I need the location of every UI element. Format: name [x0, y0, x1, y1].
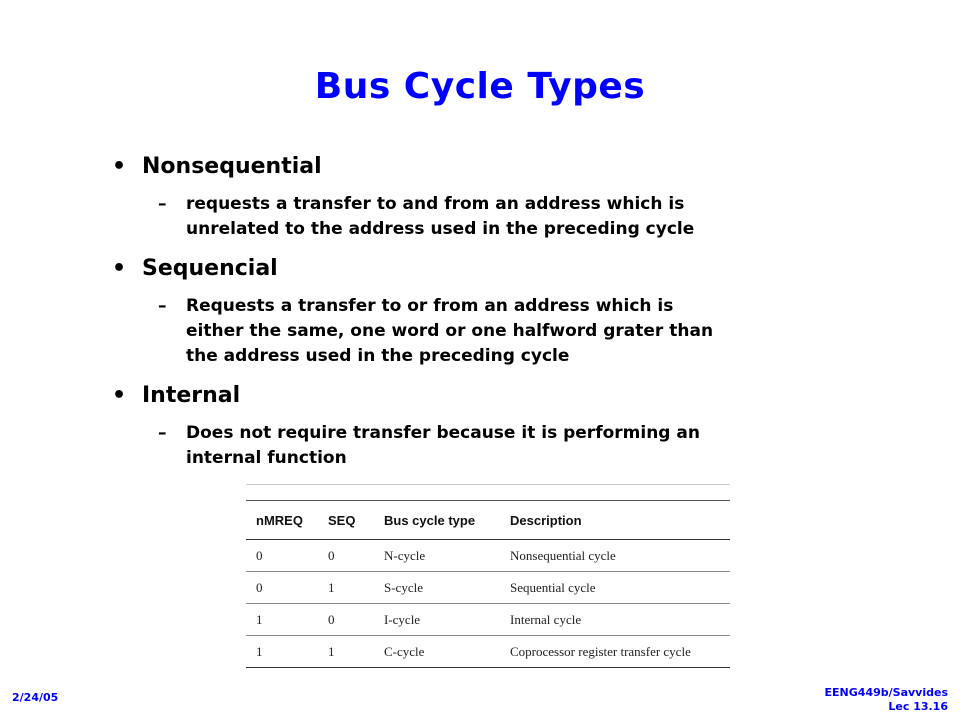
bullet-heading	[112, 254, 872, 284]
header-nmreq: nMREQ	[246, 501, 318, 540]
header-description: Description	[500, 501, 730, 540]
cell-seq: 1	[318, 572, 374, 604]
table-row	[246, 604, 730, 636]
sub-bullet-line: Does not require transfer because it is performing an	[186, 423, 700, 443]
dash-icon: –	[158, 194, 167, 214]
cell-seq: 0	[318, 540, 374, 572]
cell-bus-cycle-type: I-cycle	[374, 604, 500, 636]
dash-icon: –	[158, 296, 167, 316]
bullet-internal	[112, 381, 872, 471]
bullet-label: Internal	[142, 383, 241, 408]
cell-description: Internal cycle	[500, 604, 730, 636]
sub-bullet-line: Requests a transfer to or from an address which is	[186, 296, 674, 316]
footer-date: 2/24/05	[12, 691, 59, 704]
sub-bullet	[112, 421, 806, 471]
cell-seq: 0	[318, 604, 374, 636]
bus-cycle-table-figure	[246, 484, 730, 668]
sub-bullet-line: requests a transfer to and from an address which is	[186, 194, 685, 214]
cell-bus-cycle-type: S-cycle	[374, 572, 500, 604]
cell-nmreq: 1	[246, 636, 318, 668]
bullet-nonsequential	[112, 152, 872, 242]
bullet-list	[112, 152, 872, 483]
bullet-dot-icon: •	[112, 154, 127, 179]
cell-bus-cycle-type: C-cycle	[374, 636, 500, 668]
footer-lecture: Lec 13.16	[888, 700, 948, 713]
sub-bullet-line: unrelated to the address used in the preceding cycle	[186, 219, 695, 239]
cell-seq: 1	[318, 636, 374, 668]
sub-bullet-line: either the same, one word or one halfword grater than	[186, 321, 714, 341]
cell-nmreq: 0	[246, 540, 318, 572]
bullet-heading	[112, 381, 872, 411]
cell-description: Nonsequential cycle	[500, 540, 730, 572]
slide-title: Bus Cycle Types	[314, 66, 646, 107]
sub-bullet-line: the address used in the preceding cycle	[186, 346, 570, 366]
cell-description: Coprocessor register transfer cycle	[500, 636, 730, 668]
header-seq: SEQ	[318, 501, 374, 540]
dash-icon: –	[158, 423, 167, 443]
bullet-dot-icon: •	[112, 383, 127, 408]
footer-course: EENG449b/Savvides	[824, 686, 948, 699]
sub-bullet	[112, 192, 806, 242]
header-bus-cycle-type: Bus cycle type	[374, 501, 500, 540]
sub-bullet	[112, 294, 806, 369]
cell-bus-cycle-type: N-cycle	[374, 540, 500, 572]
table-row	[246, 636, 730, 668]
table-top-rule	[246, 484, 730, 485]
bus-cycle-table	[246, 500, 730, 668]
table-header-row	[246, 501, 730, 540]
table-row	[246, 572, 730, 604]
bullet-label: Sequencial	[142, 256, 278, 281]
bullet-dot-icon: •	[112, 256, 127, 281]
cell-nmreq: 0	[246, 572, 318, 604]
cell-nmreq: 1	[246, 604, 318, 636]
bullet-heading	[112, 152, 872, 182]
sub-bullet-line: internal function	[186, 448, 347, 468]
cell-description: Sequential cycle	[500, 572, 730, 604]
bullet-label: Nonsequential	[142, 154, 322, 179]
footer-course-info	[825, 686, 948, 714]
bullet-sequencial	[112, 254, 872, 369]
table-row	[246, 540, 730, 572]
